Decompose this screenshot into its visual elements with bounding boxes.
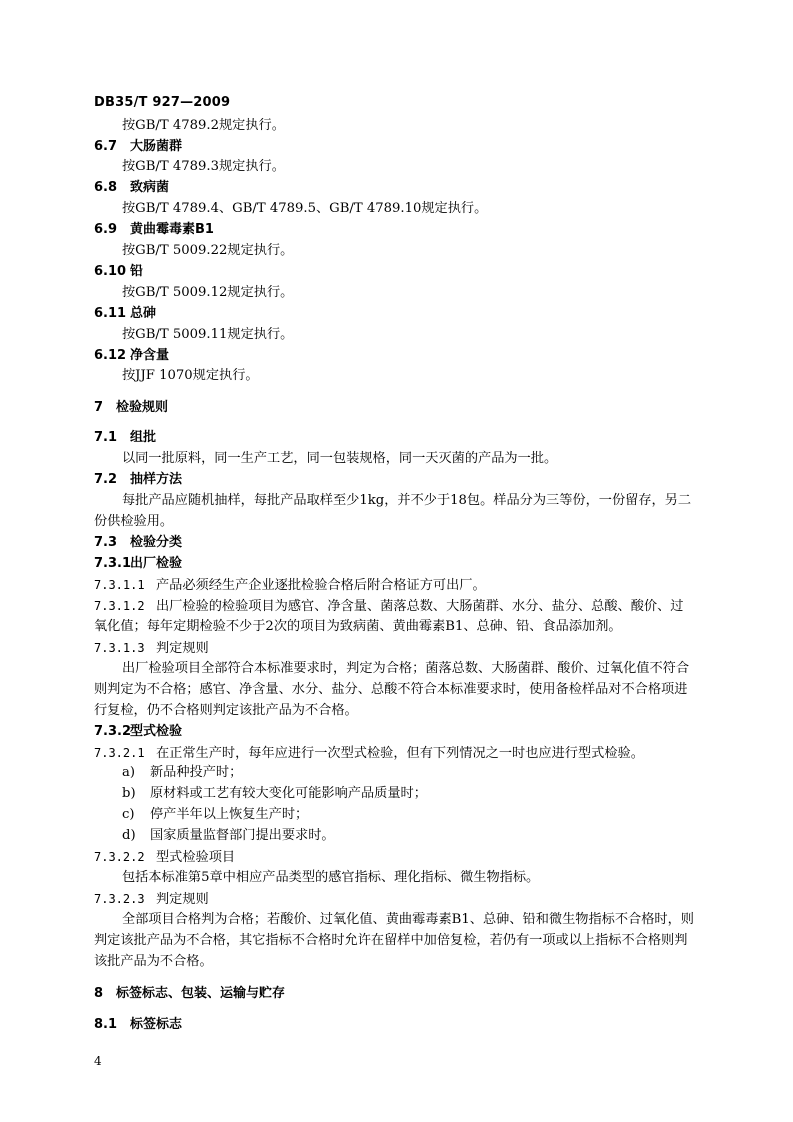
clause bbox=[94, 743, 644, 764]
heading-number: 7.2 bbox=[94, 472, 118, 487]
paragraph: 全部项目合格判为合格；若酸价、过氧化值、黄曲霉毒素B1、总砷、铅和微生物指标不合格时，则 bbox=[122, 912, 694, 927]
clause bbox=[94, 889, 209, 910]
heading-title: 铅 bbox=[130, 264, 144, 279]
list-item-text: 国家质量监督部门提出要求时。 bbox=[150, 828, 335, 843]
list-item-text: 停产半年以上恢复生产时； bbox=[150, 807, 309, 822]
subsection-heading bbox=[94, 1015, 182, 1035]
clause-number: 7.3.2.1 bbox=[94, 746, 145, 760]
heading-number: 7.1 bbox=[94, 430, 118, 445]
list-item bbox=[122, 805, 308, 825]
heading-title: 组批 bbox=[130, 430, 157, 445]
paragraph-continuation: 该批产品为不合格。 bbox=[94, 954, 213, 969]
list-item bbox=[122, 763, 242, 783]
subsection-heading bbox=[94, 137, 182, 157]
heading-number: 6.7 bbox=[94, 139, 118, 154]
paragraph: 以同一批原料，同一生产工艺，同一包装规格，同一天灭菌的产品为一批。 bbox=[122, 451, 558, 466]
heading-title: 大肠菌群 bbox=[130, 139, 183, 154]
clause-number: 7.3.1.3 bbox=[94, 641, 145, 655]
heading-number: 7.3 bbox=[94, 535, 118, 550]
heading-title: 黄曲霉毒素B1 bbox=[130, 222, 214, 237]
clause-text: 在正常生产时，每年应进行一次型式检验，但有下列情况之一时也应进行型式检验。 bbox=[156, 746, 644, 761]
list-item bbox=[122, 826, 335, 846]
heading-title: 净含量 bbox=[130, 348, 170, 363]
heading-number: 6.9 bbox=[94, 222, 118, 237]
clause-number: 7.3.2.3 bbox=[94, 892, 145, 906]
paragraph-continuation: 行复检，仍不合格则判定该批产品为不合格。 bbox=[94, 703, 358, 718]
subsection-heading bbox=[94, 554, 182, 574]
subsection-heading bbox=[94, 428, 156, 448]
subsection-heading bbox=[94, 262, 143, 282]
standard-code: DB35/T 927—2009 bbox=[94, 95, 231, 110]
clause-number: 7.3.1.2 bbox=[94, 599, 145, 613]
clause bbox=[94, 596, 684, 617]
paragraph: 按GB/T 4789.4、GB/T 4789.5、GB/T 4789.10规定执行。 bbox=[122, 201, 488, 216]
page-number: 4 bbox=[94, 1054, 102, 1068]
list-item-marker: c) bbox=[122, 807, 135, 822]
paragraph: 按GB/T 5009.22规定执行。 bbox=[122, 243, 294, 258]
paragraph: 每批产品应随机抽样，每批产品取样至少1kg，并不少于18包。样品分为三等份，一份留存，另二 bbox=[122, 493, 692, 508]
subsection-heading bbox=[94, 722, 182, 742]
clause bbox=[94, 847, 235, 868]
section-heading bbox=[94, 398, 168, 418]
heading-title: 出厂检验 bbox=[130, 556, 183, 571]
subsection-heading bbox=[94, 470, 182, 490]
heading-title: 标签标志 bbox=[130, 1017, 183, 1032]
list-item-marker: b) bbox=[122, 786, 136, 801]
list-item-text: 新品种投产时； bbox=[150, 765, 243, 780]
paragraph: 按GB/T 5009.12规定执行。 bbox=[122, 285, 294, 300]
heading-number: 6.8 bbox=[94, 180, 118, 195]
list-item-marker: d) bbox=[122, 828, 136, 843]
heading-number: 6.12 bbox=[94, 348, 127, 363]
paragraph-continuation: 则判定为不合格；感官、净含量、水分、盐分、总酸不符合本标准要求时，使用备检样品对不合格项进 bbox=[94, 682, 688, 697]
clause-text: 出厂检验的检验项目为感官、净含量、菌落总数、大肠菌群、水分、盐分、总酸、酸价、过 bbox=[156, 599, 684, 614]
paragraph-continuation: 判定该批产品为不合格，其它指标不合格时允许在留样中加倍复检，若仍有一项或以上指标不合格则判 bbox=[94, 933, 688, 948]
heading-title: 检验规则 bbox=[116, 400, 169, 415]
heading-number: 7.3.2 bbox=[94, 724, 132, 739]
paragraph: 按GB/T 5009.11规定执行。 bbox=[122, 327, 294, 342]
heading-title: 型式检验 bbox=[130, 724, 183, 739]
clause-text: 判定规则 bbox=[156, 641, 209, 656]
subsection-heading bbox=[94, 220, 214, 240]
section-heading bbox=[94, 984, 285, 1004]
list-item bbox=[122, 784, 427, 804]
subsection-heading bbox=[94, 533, 182, 553]
paragraph-continuation: 份供检验用。 bbox=[94, 514, 174, 529]
paragraph: 按JJF 1070规定执行。 bbox=[122, 368, 259, 383]
clause-text: 产品必须经生产企业逐批检验合格后附合格证方可出厂。 bbox=[156, 578, 486, 593]
subsection-heading bbox=[94, 178, 169, 198]
clause-text: 判定规则 bbox=[156, 892, 209, 907]
clause-number: 7.3.2.2 bbox=[94, 850, 145, 864]
paragraph: 出厂检验项目全部符合本标准要求时，判定为合格；菌落总数、大肠菌群、酸价、过氧化值不符合 bbox=[122, 661, 690, 676]
heading-title: 致病菌 bbox=[130, 180, 170, 195]
subsection-heading bbox=[94, 346, 169, 366]
paragraph-continuation: 氧化值；每年定期检验不少于2次的项目为致病菌、黄曲霉素B1、总砷、铅、食品添加剂。 bbox=[94, 619, 622, 634]
list-item-text: 原材料或工艺有较大变化可能影响产品质量时； bbox=[150, 786, 427, 801]
heading-title: 检验分类 bbox=[130, 535, 183, 550]
heading-number: 8 bbox=[94, 986, 104, 1001]
heading-number: 8.1 bbox=[94, 1017, 118, 1032]
clause-text: 型式检验项目 bbox=[156, 850, 236, 865]
heading-title: 标签标志、包装、运输与贮存 bbox=[116, 986, 286, 1001]
heading-title: 抽样方法 bbox=[130, 472, 183, 487]
paragraph: 按GB/T 4789.2规定执行。 bbox=[122, 118, 285, 133]
heading-number: 7.3.1 bbox=[94, 556, 132, 571]
clause-number: 7.3.1.1 bbox=[94, 578, 145, 592]
paragraph: 包括本标准第5章中相应产品类型的感官指标、理化指标、微生物指标。 bbox=[122, 870, 540, 885]
heading-number: 6.10 bbox=[94, 264, 127, 279]
heading-number: 7 bbox=[94, 400, 104, 415]
heading-number: 6.11 bbox=[94, 306, 127, 321]
subsection-heading bbox=[94, 304, 156, 324]
paragraph: 按GB/T 4789.3规定执行。 bbox=[122, 159, 285, 174]
list-item-marker: a) bbox=[122, 765, 136, 780]
heading-title: 总砷 bbox=[130, 306, 157, 321]
clause bbox=[94, 638, 209, 659]
clause bbox=[94, 575, 486, 596]
